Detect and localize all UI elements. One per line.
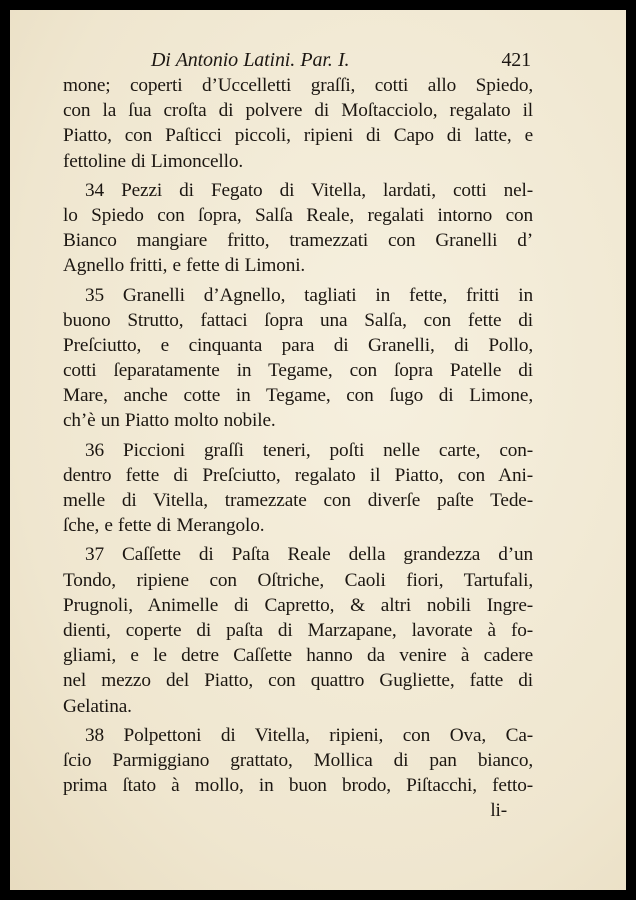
text-line: dienti, coperte di paſta di Marzapane, lavorate à fo- [63,619,533,641]
text-line: Bianco mangiare fritto, tramezzati con Granelli d’ [63,230,533,252]
text-line: Preſciutto, e cinquanta para di Granelli, di Pollo, [63,334,533,356]
text-line: buono Strutto, fattaci ſopra una Salſa, con fette di [63,309,533,331]
page-header [63,48,533,73]
entry-36 [63,438,533,539]
text-line: Gelatina. [63,695,132,717]
text-line: 36 Piccioni graſſi teneri, poſti nelle carte, con- [85,439,533,461]
text-line: Piatto, con Paſticci piccoli, ripieni di Capo di latte, e [63,125,533,147]
entry-35 [63,283,533,434]
entry-38 [63,723,533,799]
text-line: Tondo, ripiene con Oſtriche, Caoli fiori, Tartufali, [63,569,533,591]
text-line: cotti ſeparatamente in Tegame, con ſopra Patelle di [63,360,533,382]
text-line: lo Spiedo con ſopra, Salſa Reale, regalati intorno con [63,204,533,226]
page-number: 421 [501,49,531,71]
catchword: li- [490,800,507,822]
text-line: prima ſtato à mollo, in buon brodo, Piſtacchi, fetto- [63,775,533,797]
text-line: nel mezzo del Piatto, con quattro Gugliette, fatte di [63,670,533,692]
running-title: Di Antonio Latini. Par. I. [151,49,350,71]
text-line: con la ſua croſta di polvere di Moſtacciolo, regalato il [63,100,533,122]
text-line: Mare, anche cotte in Tegame, con ſugo di Limone, [63,385,533,407]
text-line: dentro fette di Preſciutto, regalato il Piatto, con Ani- [63,464,533,486]
text-line: Prugnoli, Animelle di Capretto, & altri nobili Ingre- [63,594,533,616]
text-line: ſcio Parmiggiano grattato, Mollica di pan bianco, [63,749,533,771]
text-line: 35 Granelli d’Agnello, tagliati in fette, fritti in [85,284,533,306]
entry-37 [63,542,533,718]
entry-34 [63,178,533,279]
text-line: gliami, e le detre Caſſette hanno da venire à cadere [63,645,533,667]
text-line: melle di Vitella, tramezzate con diverſe paſte Tede- [63,490,533,511]
text-line: 37 Caſſette di Paſta Reale della grandezza d’un [85,544,533,566]
book-page [10,10,626,890]
text-line: ch’è un Piatto molto nobile. [63,410,276,432]
text-line: mone; coperti d’Uccelletti graſſi, cotti allo Spiedo, [63,75,533,96]
text-line: fettoline di Limoncello. [63,150,243,172]
text-line: ſche, e fette di Merangolo. [63,515,265,537]
page-text [63,48,533,823]
text-line: 38 Polpettoni di Vitella, ripieni, con Ova, Ca- [85,724,533,746]
text-line: Agnello fritti, e fette di Limoni. [63,255,306,277]
text-line: 34 Pezzi di Fegato di Vitella, lardati, cotti nel- [85,179,533,201]
entry-continuation [63,73,533,174]
